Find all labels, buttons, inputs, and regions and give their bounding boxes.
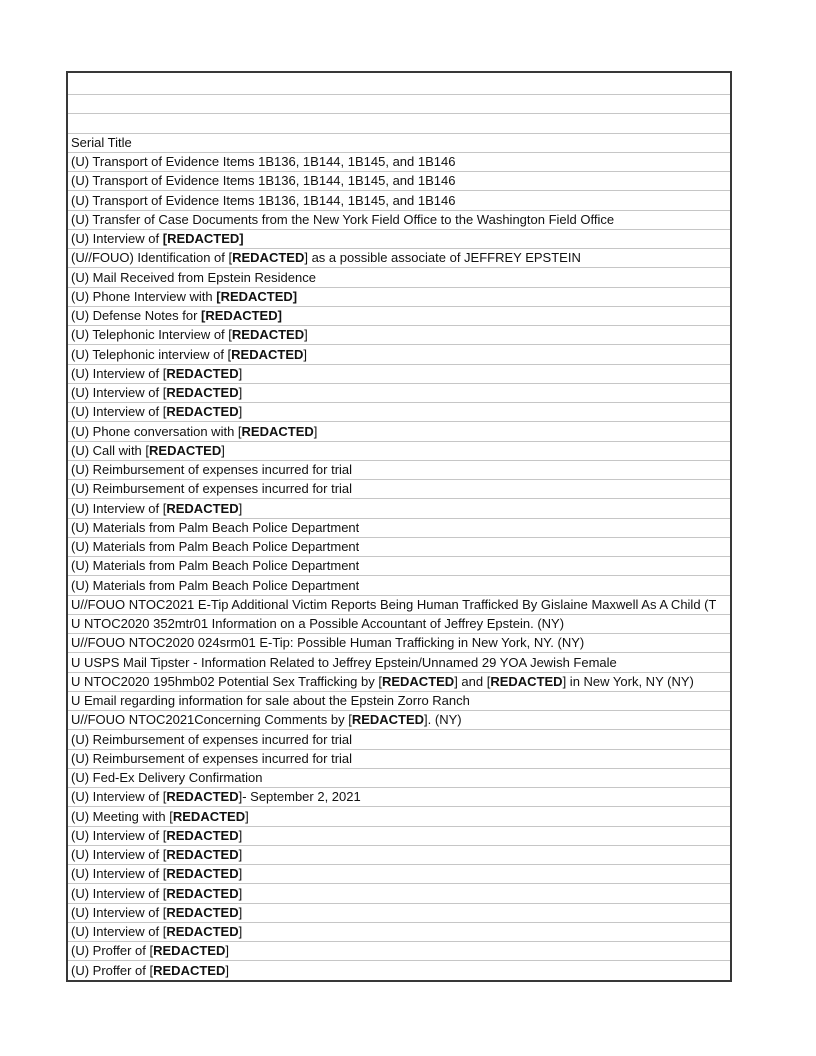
table-row [68,288,730,307]
table-row [68,750,730,769]
cell-text: (U) Phone conversation with [REDACTED] [71,423,318,439]
cell-text: (U) Reimbursement of expenses incurred for trial [71,481,353,497]
cell-text: U NTOC2020 195hmb02 Potential Sex Trafficking by [REDACTED] and [REDACTED] in New York, NY (NY) [71,673,694,689]
cell-text: (U) Interview of [REDACTED] [71,866,243,882]
table-row [68,268,730,287]
table-row [68,172,730,191]
table-row [68,576,730,595]
empty-row [68,95,730,114]
table-row [68,461,730,480]
cell-text: U//FOUO NTOC2021 E-Tip Additional Victim Reports Being Human Trafficked By Gislaine Maxwell As A Child (T [71,596,717,612]
table-row [68,884,730,903]
cell-text: (U) Interview of [REDACTED] [71,885,243,901]
table-row [68,827,730,846]
cell-text: (U) Meeting with [REDACTED] [71,808,249,824]
cell-text: (U//FOUO) Identification of [REDACTED] as a possible associate of JEFFREY EPSTEIN [71,250,581,266]
table-row [68,961,730,979]
cell-text: (U) Interview of [REDACTED] [71,365,243,381]
cell-text: (U) Proffer of [REDACTED] [71,962,229,978]
cell-text: (U) Materials from Palm Beach Police Department [71,519,360,535]
table-row [68,384,730,403]
cell-text: U USPS Mail Tipster - Information Related to Jeffrey Epstein/Unnamed 29 YOA Jewish Female [71,654,617,670]
table-row [68,480,730,499]
table-row [68,345,730,364]
column-header-serial-title [68,134,730,153]
cell-text: (U) Phone Interview with [REDACTED] [71,288,298,304]
table-row [68,365,730,384]
table-row [68,730,730,749]
cell-text: Serial Title [71,134,132,150]
cell-text: (U) Interview of [REDACTED] [71,924,243,940]
table-row [68,692,730,711]
cell-text: U Email regarding information for sale about the Epstein Zorro Ranch [71,693,470,709]
table-row [68,422,730,441]
table-row [68,519,730,538]
table-row [68,442,730,461]
table-row [68,865,730,884]
cell-text: U NTOC2020 352mtr01 Information on a Possible Accountant of Jeffrey Epstein. (NY) [71,616,565,632]
cell-text: (U) Interview of [REDACTED] [71,385,243,401]
table-row [68,307,730,326]
cell-text: (U) Interview of [REDACTED]- September 2, 2021 [71,789,361,805]
table-row [68,230,730,249]
table-row [68,557,730,576]
cell-text: U//FOUO NTOC2021Concerning Comments by [REDACTED]. (NY) [71,712,462,728]
cell-text: (U) Materials from Palm Beach Police Department [71,539,360,555]
cell-text: (U) Reimbursement of expenses incurred for trial [71,731,353,747]
cell-text: (U) Interview of [REDACTED] [71,827,243,843]
table-row [68,634,730,653]
table-row [68,326,730,345]
cell-text: (U) Call with [REDACTED] [71,442,225,458]
cell-text: (U) Interview of [REDACTED] [71,904,243,920]
table-row [68,153,730,172]
table-row [68,788,730,807]
cell-text: (U) Transport of Evidence Items 1B136, 1B144, 1B145, and 1B146 [71,192,456,208]
table-row [68,499,730,518]
serial-title-table [66,71,732,982]
cell-text: (U) Mail Received from Epstein Residence [71,269,316,285]
cell-text: (U) Defense Notes for [REDACTED] [71,308,282,324]
cell-text: (U) Telephonic Interview of [REDACTED] [71,327,308,343]
empty-row [68,73,730,95]
cell-text: (U) Materials from Palm Beach Police Department [71,558,360,574]
table-row [68,846,730,865]
cell-text: (U) Materials from Palm Beach Police Department [71,577,360,593]
table-row [68,596,730,615]
table-row [68,904,730,923]
cell-text: U//FOUO NTOC2020 024srm01 E-Tip: Possible Human Trafficking in New York, NY. (NY) [71,635,585,651]
table-row [68,191,730,210]
cell-text: (U) Transfer of Case Documents from the New York Field Office to the Washington Field Office [71,211,615,227]
cell-text: (U) Fed-Ex Delivery Confirmation [71,770,263,786]
cell-text: (U) Proffer of [REDACTED] [71,943,229,959]
cell-text: (U) Telephonic interview of [REDACTED] [71,346,308,362]
empty-row [68,114,730,133]
cell-text: (U) Transport of Evidence Items 1B136, 1B144, 1B145, and 1B146 [71,173,456,189]
table-row [68,403,730,422]
cell-text: (U) Interview of [REDACTED] [71,500,243,516]
cell-text: (U) Interview of [REDACTED] [71,847,243,863]
cell-text: (U) Interview of [REDACTED] [71,231,244,247]
table-row [68,653,730,672]
table-row [68,211,730,230]
cell-text: (U) Transport of Evidence Items 1B136, 1B144, 1B145, and 1B146 [71,154,456,170]
cell-text: (U) Interview of [REDACTED] [71,404,243,420]
table-row [68,807,730,826]
table-row [68,673,730,692]
table-row [68,769,730,788]
cell-text: (U) Reimbursement of expenses incurred for trial [71,750,353,766]
table-row [68,942,730,961]
table-row [68,249,730,268]
table-row [68,538,730,557]
table-row [68,923,730,942]
table-row [68,711,730,730]
table-row [68,615,730,634]
cell-text: (U) Reimbursement of expenses incurred for trial [71,462,353,478]
